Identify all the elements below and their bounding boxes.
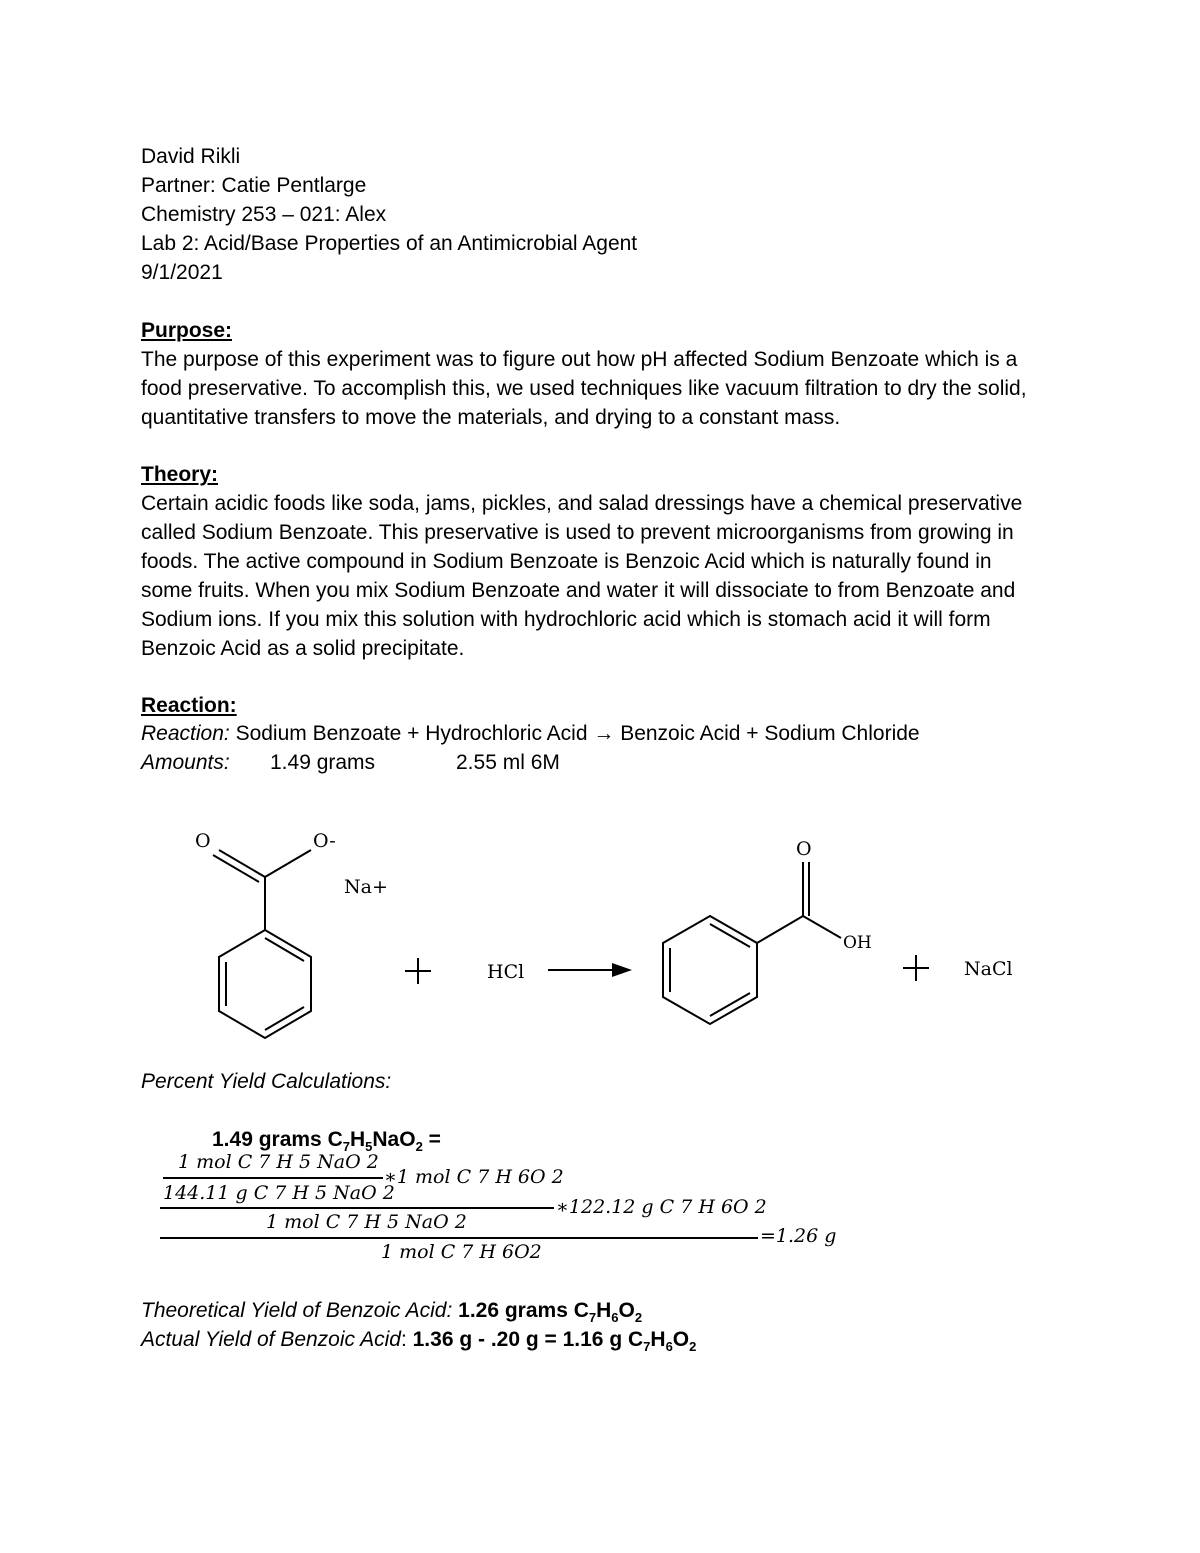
- reaction-label: Reaction:: [141, 722, 230, 745]
- fraction1-numerator: 1 mol C 7 H 5 NaO 2: [178, 1151, 379, 1173]
- fraction3-bar: [160, 1237, 758, 1239]
- sodium-ion-label: Na+: [344, 876, 388, 898]
- oxygen-minus-label: O-: [313, 830, 336, 852]
- calc-title: Percent Yield Calculations:: [141, 1070, 392, 1093]
- reaction-arrow-icon: →: [593, 722, 615, 745]
- amount-hcl: 2.55 ml 6M: [456, 751, 560, 774]
- hydroxyl-label: OH: [843, 933, 872, 953]
- theoretical-yield: Theoretical Yield of Benzoic Acid: 1.26 grams $C_7H_6O_2$: [141, 1299, 643, 1326]
- calc-result: =1.26 g: [760, 1225, 837, 1247]
- nacl-label: NaCl: [964, 958, 1013, 980]
- bond: [757, 916, 803, 943]
- theory-line: foods. The active compound in Sodium Benzoate is Benzoic Acid which is naturally found in: [141, 550, 992, 573]
- purpose-heading: Purpose:: [141, 319, 233, 342]
- fraction2-denominator: 1 mol C 7 H 5 NaO 2: [266, 1211, 467, 1233]
- fraction1-bar: [163, 1177, 383, 1179]
- bond: [803, 916, 841, 938]
- course-line: Chemistry 253 – 021: Alex: [141, 203, 387, 226]
- multiplier2: ∗122.12 g C 7 H 6O 2: [556, 1196, 767, 1218]
- fraction2-bar: [160, 1207, 554, 1209]
- purpose-line: The purpose of this experiment was to figure out how pH affected Sodium Benzoate which is a: [141, 348, 1018, 371]
- multiplier1: ∗1 mol C 7 H 6O 2: [384, 1166, 564, 1188]
- reaction-heading: Reaction:: [141, 694, 237, 717]
- calc-start: 1.49 grams $C_7H_5NaO_2$ =: [212, 1128, 441, 1155]
- oxygen-label: O: [195, 830, 211, 852]
- date-line: 9/1/2021: [141, 261, 223, 284]
- fraction1-denominator: 144.11 g C 7 H 5 NaO 2: [163, 1182, 395, 1204]
- reaction-reactants: Sodium Benzoate + Hydrochloric Acid: [235, 722, 588, 745]
- purpose-line: food preservative. To accomplish this, we used techniques like vacuum filtration to dry the solid,: [141, 377, 1027, 400]
- theory-line: some fruits. When you mix Sodium Benzoate and water it will dissociate to from Benzoate and: [141, 579, 1016, 602]
- reaction-arrow-head-icon: [612, 963, 632, 977]
- reaction-products: Benzoic Acid + Sodium Chloride: [620, 722, 920, 745]
- benzene-ring-right: [663, 916, 757, 1024]
- bond: [265, 850, 311, 877]
- theory-heading: Theory:: [141, 463, 219, 486]
- theory-line: Sodium ions. If you mix this solution with hydrochloric acid which is stomach acid it will form: [141, 608, 991, 631]
- amount-sodium-benzoate: 1.49 grams: [270, 751, 376, 774]
- lab-title: Lab 2: Acid/Base Properties of an Antimicrobial Agent: [141, 232, 638, 255]
- amounts-label: Amounts:: [141, 751, 230, 774]
- oxygen-label: O: [796, 838, 812, 860]
- author-name: David Rikli: [141, 145, 241, 168]
- hcl-label: HCl: [487, 961, 525, 983]
- theory-line: called Sodium Benzoate. This preservative is used to prevent microorganisms from growing in: [141, 521, 1014, 544]
- theory-line: Certain acidic foods like soda, jams, pickles, and salad dressings have a chemical preservative: [141, 492, 1023, 515]
- purpose-line: quantitative transfers to move the materials, and drying to a constant mass.: [141, 406, 841, 429]
- theory-line: Benzoic Acid as a solid precipitate.: [141, 637, 465, 660]
- actual-yield: Actual Yield of Benzoic Acid: 1.36 g - .20 g = 1.16 g $C_7H_6O_2$: [141, 1328, 697, 1355]
- benzene-ring-left: [219, 930, 311, 1038]
- fraction3-denominator: 1 mol C 7 H 6O2: [381, 1241, 542, 1263]
- partner-line: Partner: Catie Pentlarge: [141, 174, 367, 197]
